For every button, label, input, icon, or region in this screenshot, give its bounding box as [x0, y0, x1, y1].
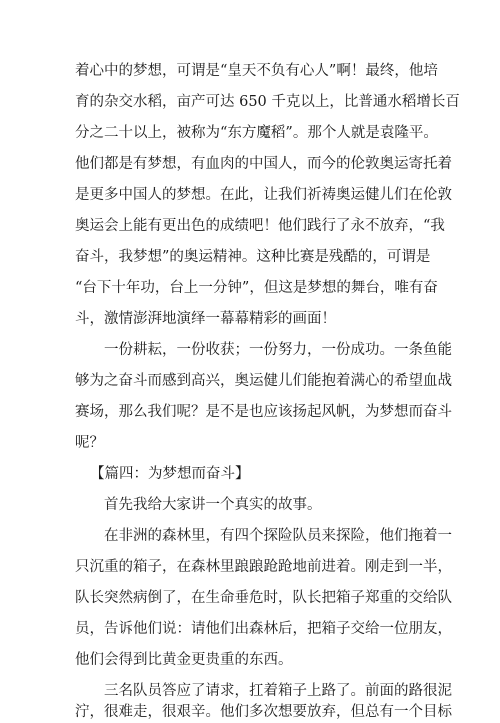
- text-line: 斗，激情澎湃地演绎一幕幕精彩的画面！: [75, 311, 336, 327]
- text-line: 员，告诉他们说：请他们出森林后，把箱子交给一位朋友，: [75, 621, 452, 637]
- text-line: 首先我给大家讲一个真实的故事。: [104, 497, 322, 513]
- text-line: 队长突然病倒了，在生命垂危时，队长把箱子郑重的交给队: [75, 590, 452, 606]
- text-line: 够为之奋斗而感到高兴，奥运健儿们能抱着满心的希望血战: [75, 373, 452, 389]
- text-line: 三名队员答应了请求，扛着箱子上路了。前面的路很泥: [104, 683, 452, 699]
- text-line: “台下十年功，台上一分钟”，但这是梦想的舞台，唯有奋: [75, 280, 438, 296]
- text-line: 育的杂交水稻，亩产可达 650 千克以上，比普通水稻增长百: [75, 94, 460, 110]
- text-line: 他们会得到比黄金更贵重的东西。: [75, 652, 293, 668]
- text-line: 他们都是有梦想，有血肉的中国人，而今的伦敦奥运寄托着: [75, 156, 452, 172]
- text-line: 奋斗，我梦想”的奥运精神。这种比赛是残酷的，可谓是: [75, 249, 431, 265]
- text-line: 是更多中国人的梦想。在此，让我们祈祷奥运健儿们在伦敦: [75, 187, 452, 203]
- text-line: 赛场，那么我们呢？是不是也应该扬起风帆，为梦想而奋斗: [75, 404, 452, 420]
- text-line: 泞，很难走，很艰辛。他们多次想要放弃，但总有一个目标: [75, 704, 452, 720]
- text-line: 一份耕耘，一份收获；一份努力，一份成功。一条鱼能: [104, 342, 452, 358]
- text-line: 着心中的梦想，可谓是“皇天不负有心人”啊！最终，他培: [75, 63, 438, 79]
- section-heading: 【篇四：为梦想而奋斗】: [90, 466, 250, 482]
- text-line: 奥运会上能有更出色的成绩吧！他们践行了永不放弃，“我: [75, 218, 445, 234]
- text-line: 只沉重的箱子，在森林里踉踉跄跄地前进着。刚走到一半，: [75, 559, 452, 575]
- text-line: 在非洲的森林里，有四个探险队员来探险，他们拖着一: [104, 528, 452, 544]
- text-line: 分之二十以上，被称为“东方魔稻”。那个人就是袁隆平。: [75, 125, 438, 141]
- text-line: 呢？: [75, 435, 104, 451]
